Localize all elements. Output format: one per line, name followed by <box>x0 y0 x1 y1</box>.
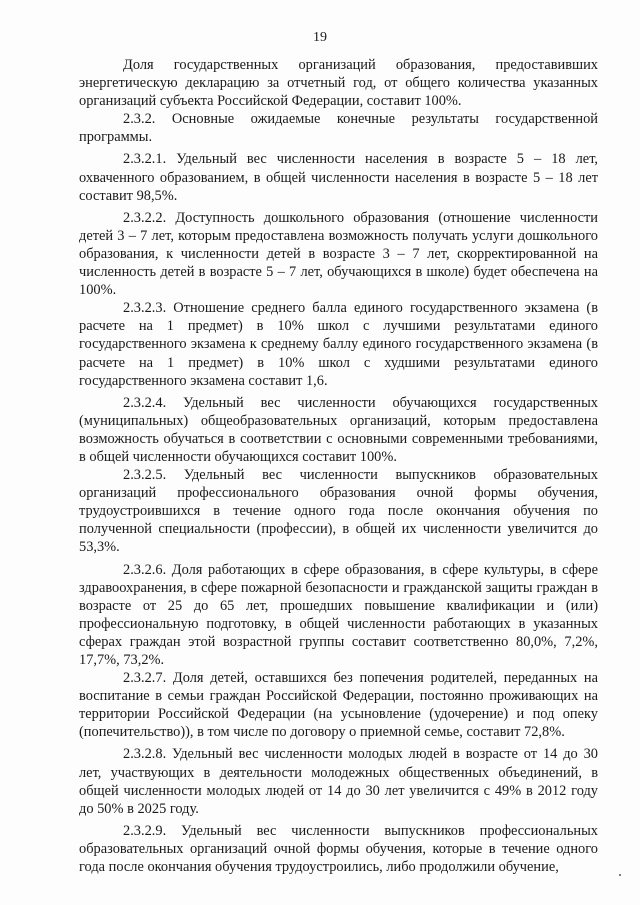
paragraph-2-3-2-5: 2.3.2.5. Удельный вес численности выпускников образовательных организаций профессионального образования очной формы обучения, трудоустроившихся в течение одного года после окончания обучения по полученной специальности (профессии), в общей их численности увеличится до 53,3%. <box>79 467 598 556</box>
paragraph-2-3-2-7: 2.3.2.7. Доля детей, оставшихся без попечения родителей, переданных на воспитание в семьи граждан Российской Федерации, постоянно проживающих на территории Российской Федерации (на усыновление (удочерение) и под опеку (попечительство)), в том числе по договору о приемной семье, составит 72,8%. <box>79 670 598 741</box>
scan-speck <box>619 874 621 876</box>
paragraph-2-3-2-2: 2.3.2.2. Доступность дошкольного образования (отношение численности детей 3 – 7 лет, которым предоставлена возможность получать услуги дошкольного образования, к численности детей в возрасте 3 – 7 лет, скорректированной на численность детей в возрасте 5 – 7 лет, обучающихся в школе) будет обеспечена на 100%. <box>79 209 598 299</box>
paragraph-2-3-2-1: 2.3.2.1. Удельный вес численности населения в возрасте 5 – 18 лет, охваченного образованием, в общей численности населения в возрасте 5 – 18 лет составит 98,5%. <box>79 151 598 204</box>
paragraph-energy-declaration: Доля государственных организаций образования, предоставивших энергетическую декларацию за отчетный год, от общего количества указанных организаций субъекта Российской Федерации, составит 100%. <box>79 57 598 110</box>
page-number: 19 <box>313 30 327 45</box>
paragraph-2-3-2-8: 2.3.2.8. Удельный вес численности молодых людей в возрасте от 14 до 30 лет, участвующих в деятельности молодежных общественных объединений, в общей численности молодых людей от 14 до 30 лет увеличится с 49% в 2012 году до 50% в 2025 году. <box>79 746 598 817</box>
paragraph-2-3-2-9: 2.3.2.9. Удельный вес численности выпускников профессиональных образовательных организаций очной формы обучения, которые в течение одного года после окончания обучения трудоустроились, либо продолжили обучение, <box>79 822 598 876</box>
document-body <box>79 56 598 876</box>
paragraph-2-3-2-3: 2.3.2.3. Отношение среднего балла единого государственного экзамена (в расчете на 1 предмет) в 10% школ с лучшими результатами единого государственного экзамена к среднему баллу единого государственного экзамена (в расчете на 1 предмет) в 10% школ с худшими результатами единого государственного экзамена составит 1,6. <box>79 300 598 389</box>
paragraph-2-3-2-6: 2.3.2.6. Доля работающих в сфере образования, в сфере культуры, в сфере здравоохранения, в сфере пожарной безопасности и гражданской защиты граждан в возрасте от 25 до 65 лет, прошедших повышение квалификации и (или) профессиональную подготовку, в общей численности работающих в указанных сферах граждан этой возрастной группы составит соответственно 80,0%, 7,2%, 17,7%, 73,2%. <box>79 561 598 668</box>
paragraph-2-3-2-4: 2.3.2.4. Удельный вес численности обучающихся государственных (муниципальных) общеобразовательных организаций, которым предоставлена возможность обучаться в соответствии с основными современными требованиями, в общей численности обучающихся составит 100%. <box>79 394 598 465</box>
paragraph-2-3-2-heading: 2.3.2. Основные ожидаемые конечные результаты государственной программы. <box>79 111 598 146</box>
